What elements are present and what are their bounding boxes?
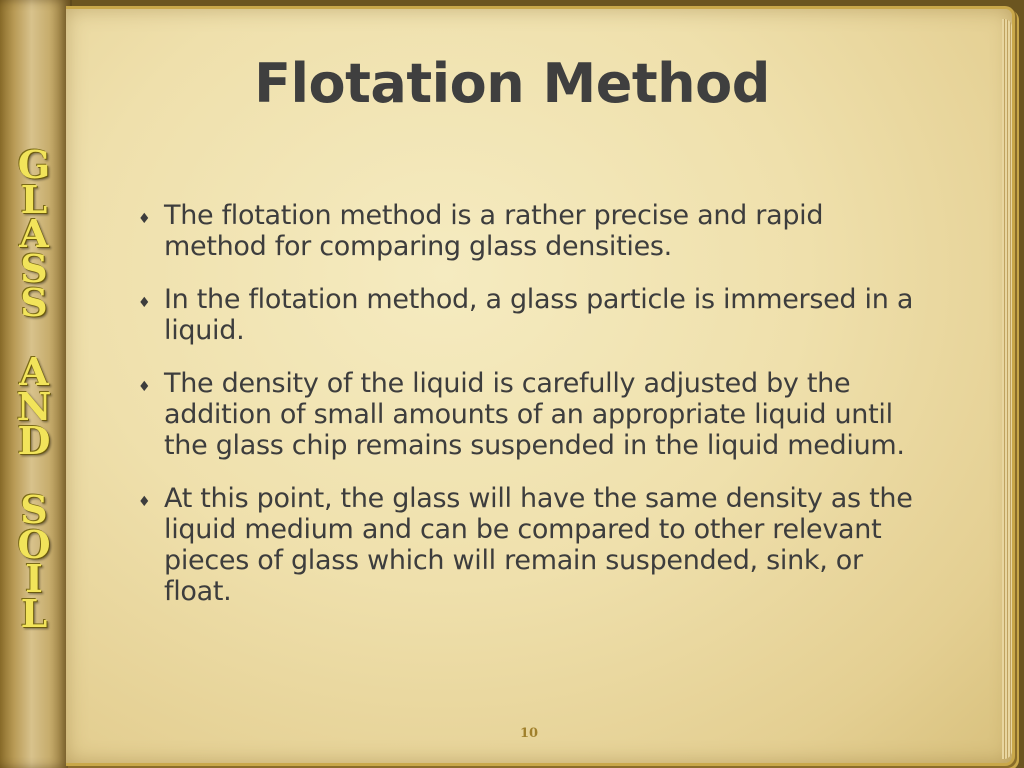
- vertical-title-letter: L: [20, 176, 48, 222]
- bullet-text: The flotation method is a rather precise and rapid method for comparing glass densities.: [164, 200, 824, 262]
- vertical-title-letter: I: [25, 556, 43, 601]
- bullet-list: [134, 200, 924, 629]
- page-number: 10: [519, 726, 539, 741]
- bullet-item: [134, 368, 924, 461]
- vertical-title-letter: O: [17, 521, 51, 567]
- vertical-title-letter: S: [20, 245, 48, 291]
- vertical-title-letter: L: [20, 590, 48, 636]
- vertical-title-letter: A: [19, 349, 49, 394]
- page-edge: [1002, 19, 1012, 759]
- bullet-item: [134, 483, 924, 607]
- bullet-item: [134, 284, 924, 346]
- vertical-title-letter: S: [20, 487, 48, 532]
- diamond-bullet-icon: ♦: [138, 211, 151, 227]
- vertical-title-letter: D: [17, 418, 51, 463]
- bullet-text: The density of the liquid is carefully adjusted by the addition of small amounts of an appropriate liquid until the glass chip remains suspended in the liquid medium.: [164, 368, 905, 461]
- vertical-title-letter: N: [16, 383, 52, 429]
- vertical-title: [6, 142, 62, 636]
- bullet-text: At this point, the glass will have the same density as the liquid medium and can be compared to other relevant pieces of glass which will remain suspended, sink, or float.: [164, 483, 913, 607]
- vertical-title-letter: G: [17, 142, 51, 187]
- vertical-title-letter: S: [20, 280, 48, 325]
- bullet-text: In the flotation method, a glass particle is immersed in a liquid.: [164, 284, 914, 346]
- diamond-bullet-icon: ♦: [138, 295, 151, 311]
- diamond-bullet-icon: ♦: [138, 494, 151, 510]
- bullet-item: [134, 200, 924, 262]
- diamond-bullet-icon: ♦: [138, 379, 151, 395]
- vertical-title-letter: A: [19, 211, 49, 256]
- slide-title: Flotation Method: [254, 52, 770, 115]
